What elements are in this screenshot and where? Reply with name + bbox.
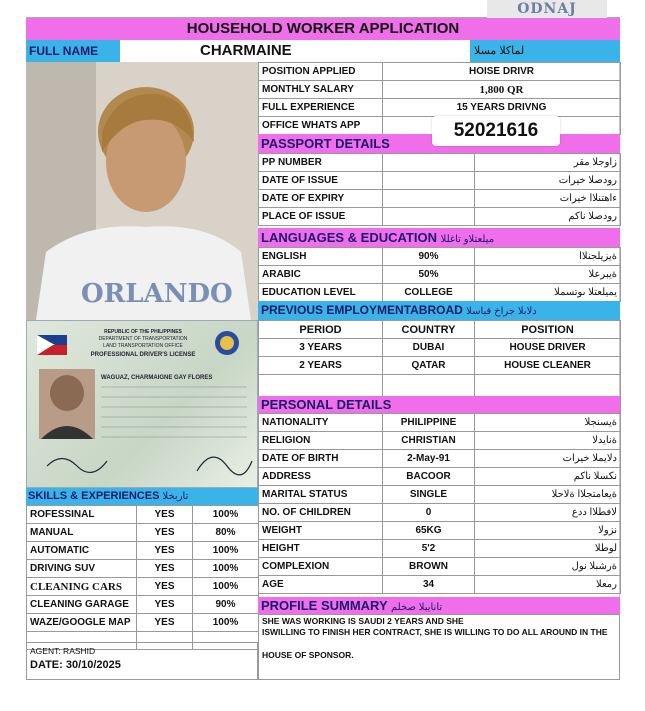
languages-table: [258, 247, 621, 302]
passport-value: [383, 208, 475, 226]
skill-percent: 100%: [193, 614, 259, 632]
table-row: [259, 504, 621, 522]
personal-section-title: PERSONAL DETAILS: [258, 396, 620, 413]
skill-yes: YES: [137, 578, 193, 596]
personal-label-arabic: ةيعامتجلاا ةلاحلا: [475, 486, 621, 504]
job-label: OFFICE WHATS APP: [259, 117, 383, 135]
full-name-label: FULL NAME: [26, 40, 120, 62]
personal-label: NATIONALITY: [259, 414, 383, 432]
language-label-arabic: يميلعتلا ىوتسملا: [475, 284, 621, 302]
personal-value: BROWN: [383, 558, 475, 576]
profile-title-arabic: تانايبلا صخلم: [391, 602, 443, 613]
table-row: [259, 284, 621, 302]
table-row: [259, 522, 621, 540]
table-row: [259, 208, 621, 226]
table-row: [259, 468, 621, 486]
skill-name: MANUAL: [27, 524, 137, 542]
personal-label-arabic: ةنايدلا: [475, 432, 621, 450]
personal-label: MARITAL STATUS: [259, 486, 383, 504]
table-row: [259, 99, 621, 117]
table-header-row: [259, 321, 621, 339]
employment-position: HOUSE CLEANER: [475, 357, 621, 375]
table-row: [259, 190, 621, 208]
passport-value: [383, 190, 475, 208]
table-row: [27, 614, 259, 632]
full-name-label-arabic: لماكلا مسلا: [470, 40, 620, 62]
passport-label-arabic: رودصلا ناكم: [475, 208, 621, 226]
personal-value: 0: [383, 504, 475, 522]
skill-percent: 100%: [193, 560, 259, 578]
table-row: [259, 339, 621, 357]
personal-table: [258, 413, 621, 594]
table-row: [259, 414, 621, 432]
table-row: [259, 558, 621, 576]
skill-percent: 100%: [193, 542, 259, 560]
personal-label: RELIGION: [259, 432, 383, 450]
license-line-3: LAND TRANSPORTATION OFFICE: [103, 343, 183, 349]
language-value: COLLEGE: [383, 284, 475, 302]
table-row: [259, 81, 621, 99]
personal-value: SINGLE: [383, 486, 475, 504]
profile-section-title: [258, 597, 620, 614]
table-row: [259, 486, 621, 504]
personal-label-arabic: ةرشبلا نول: [475, 558, 621, 576]
languages-title-arabic: ميلعتلاو تاغللا: [440, 234, 495, 245]
personal-label-arabic: ةيسنجلا: [475, 414, 621, 432]
skill-percent: 100%: [193, 506, 259, 524]
personal-value: BACOOR: [383, 468, 475, 486]
table-row: [259, 357, 621, 375]
personal-value: CHRISTIAN: [383, 432, 475, 450]
personal-label-arabic: لوطلا: [475, 540, 621, 558]
personal-label: NO. OF CHILDREN: [259, 504, 383, 522]
profile-summary-box: [258, 614, 620, 680]
skills-title-arabic: تاربخلا: [162, 491, 189, 502]
employment-country: DUBAI: [383, 339, 475, 357]
footer-box: [26, 642, 258, 680]
language-value: 50%: [383, 266, 475, 284]
shirt-text: ORLANDO: [81, 279, 233, 309]
skills-section-title: [26, 488, 258, 505]
personal-value: 34: [383, 576, 475, 594]
full-name-value: CHARMAINE: [120, 40, 470, 62]
employment-section-title: [258, 301, 620, 320]
drivers-license-card: [26, 320, 258, 488]
personal-label: ADDRESS: [259, 468, 383, 486]
table-row: [259, 266, 621, 284]
license-line-4: PROFESSIONAL DRIVER'S LICENSE: [90, 352, 196, 358]
table-row: [259, 432, 621, 450]
personal-value: 5'2: [383, 540, 475, 558]
skill-name: AUTOMATIC: [27, 542, 137, 560]
corner-logo: ODNAJ: [487, 0, 607, 18]
passport-value: [383, 172, 475, 190]
skill-name: CLEANING GARAGE: [27, 596, 137, 614]
table-row: [259, 248, 621, 266]
language-label: ARABIC: [259, 266, 383, 284]
personal-label-arabic: دلايملا خيرات: [475, 450, 621, 468]
application-date: DATE: 30/10/2025: [30, 659, 121, 671]
table-row: [27, 560, 259, 578]
table-row: [259, 63, 621, 81]
skill-percent: 90%: [193, 596, 259, 614]
page-title: HOUSEHOLD WORKER APPLICATION: [26, 18, 620, 40]
table-row: [259, 576, 621, 594]
employment-period: 2 YEARS: [259, 357, 383, 375]
passport-label-arabic: رودصلا خيرات: [475, 172, 621, 190]
column-header: POSITION: [475, 321, 621, 339]
languages-section-title: [258, 228, 620, 247]
skill-yes: YES: [137, 560, 193, 578]
language-value: 90%: [383, 248, 475, 266]
language-label-arabic: ةيبرعلا: [475, 266, 621, 284]
profile-title: PROFILE SUMMARY: [261, 598, 388, 613]
personal-label-arabic: نكسلا ناكم: [475, 468, 621, 486]
license-line-2: DEPARTMENT OF TRANSPORTATION: [98, 336, 188, 342]
employment-period: 3 YEARS: [259, 339, 383, 357]
skill-yes: YES: [137, 506, 193, 524]
job-label: POSITION APPLIED: [259, 63, 383, 81]
table-row: [27, 542, 259, 560]
passport-label-arabic: ءاهتنلاا خيرات: [475, 190, 621, 208]
job-value: HOISE DRIVR: [383, 63, 621, 81]
personal-label-arabic: نزولا: [475, 522, 621, 540]
license-line-1: REPUBLIC OF THE PHILIPPINES: [104, 329, 182, 335]
personal-label: COMPLEXION: [259, 558, 383, 576]
job-value: 1,800 QR: [383, 81, 621, 99]
profile-line-2: ISWILLING TO FINISH HER CONTRACT, SHE IS WILLING TO DO ALL AROUND IN THE: [262, 627, 608, 637]
personal-label: HEIGHT: [259, 540, 383, 558]
table-row: [27, 506, 259, 524]
passport-label-arabic: زاوجلا مقر: [475, 154, 621, 172]
column-header: PERIOD: [259, 321, 383, 339]
passport-value: [383, 154, 475, 172]
skills-table: [26, 505, 259, 650]
skill-percent: 80%: [193, 524, 259, 542]
profile-line-1: SHE WAS WORKING IS SAUDI 2 YEARS AND SHE: [262, 616, 464, 626]
personal-label: WEIGHT: [259, 522, 383, 540]
employment-title-arabic: دلابلا جراخ قباسلا: [466, 306, 537, 317]
skill-yes: YES: [137, 524, 193, 542]
skill-yes: YES: [137, 614, 193, 632]
applicant-photo: [26, 62, 258, 320]
skill-yes: YES: [137, 596, 193, 614]
languages-title: LANGUAGES & EDUCATION: [261, 230, 437, 245]
license-name: WAGUAZ, CHARMAIGNE GAY FLORES: [101, 375, 213, 381]
employment-title: PREVIOUS EMPLOYMENTABROAD: [261, 303, 463, 317]
personal-label-arabic: لافطلاا ددع: [475, 504, 621, 522]
skills-title: SKILLS & EXPERIENCES: [28, 490, 160, 502]
language-label: ENGLISH: [259, 248, 383, 266]
personal-value: 2-May-91: [383, 450, 475, 468]
passport-section-title: PASSPORT DETAILS: [258, 134, 620, 153]
passport-label: DATE OF EXPIRY: [259, 190, 383, 208]
job-label: MONTHLY SALARY: [259, 81, 383, 99]
personal-label-arabic: رمعلا: [475, 576, 621, 594]
skill-name: CLEANING CARS: [27, 578, 137, 596]
table-row: [27, 524, 259, 542]
employment-position: HOUSE DRIVER: [475, 339, 621, 357]
skill-yes: YES: [137, 542, 193, 560]
employment-country: QATAR: [383, 357, 475, 375]
table-row: [259, 172, 621, 190]
skill-percent: 100%: [193, 578, 259, 596]
skill-name: DRIVING SUV: [27, 560, 137, 578]
language-label-arabic: ةيزيلجنلاا: [475, 248, 621, 266]
phone-number-sticker: 52021616: [432, 116, 560, 146]
passport-label: PLACE OF ISSUE: [259, 208, 383, 226]
table-row: [259, 450, 621, 468]
table-row: [259, 154, 621, 172]
table-row: [259, 540, 621, 558]
column-header: COUNTRY: [383, 321, 475, 339]
skill-name: WAZE/GOOGLE MAP: [27, 614, 137, 632]
language-label: EDUCATION LEVEL: [259, 284, 383, 302]
personal-label: AGE: [259, 576, 383, 594]
agent-name: AGENT: RASHID: [30, 646, 96, 656]
passport-label: PP NUMBER: [259, 154, 383, 172]
job-value: 15 YEARS DRIVNG: [383, 99, 621, 117]
personal-value: PHILIPPINE: [383, 414, 475, 432]
passport-table: [258, 153, 621, 226]
table-row: [27, 578, 259, 596]
skill-name: ROFESSINAL: [27, 506, 137, 524]
passport-label: DATE OF ISSUE: [259, 172, 383, 190]
profile-line-3: HOUSE OF SPONSOR.: [262, 650, 354, 660]
personal-label: DATE OF BIRTH: [259, 450, 383, 468]
personal-value: 65KG: [383, 522, 475, 540]
table-row: [27, 596, 259, 614]
job-label: FULL EXPERIENCE: [259, 99, 383, 117]
